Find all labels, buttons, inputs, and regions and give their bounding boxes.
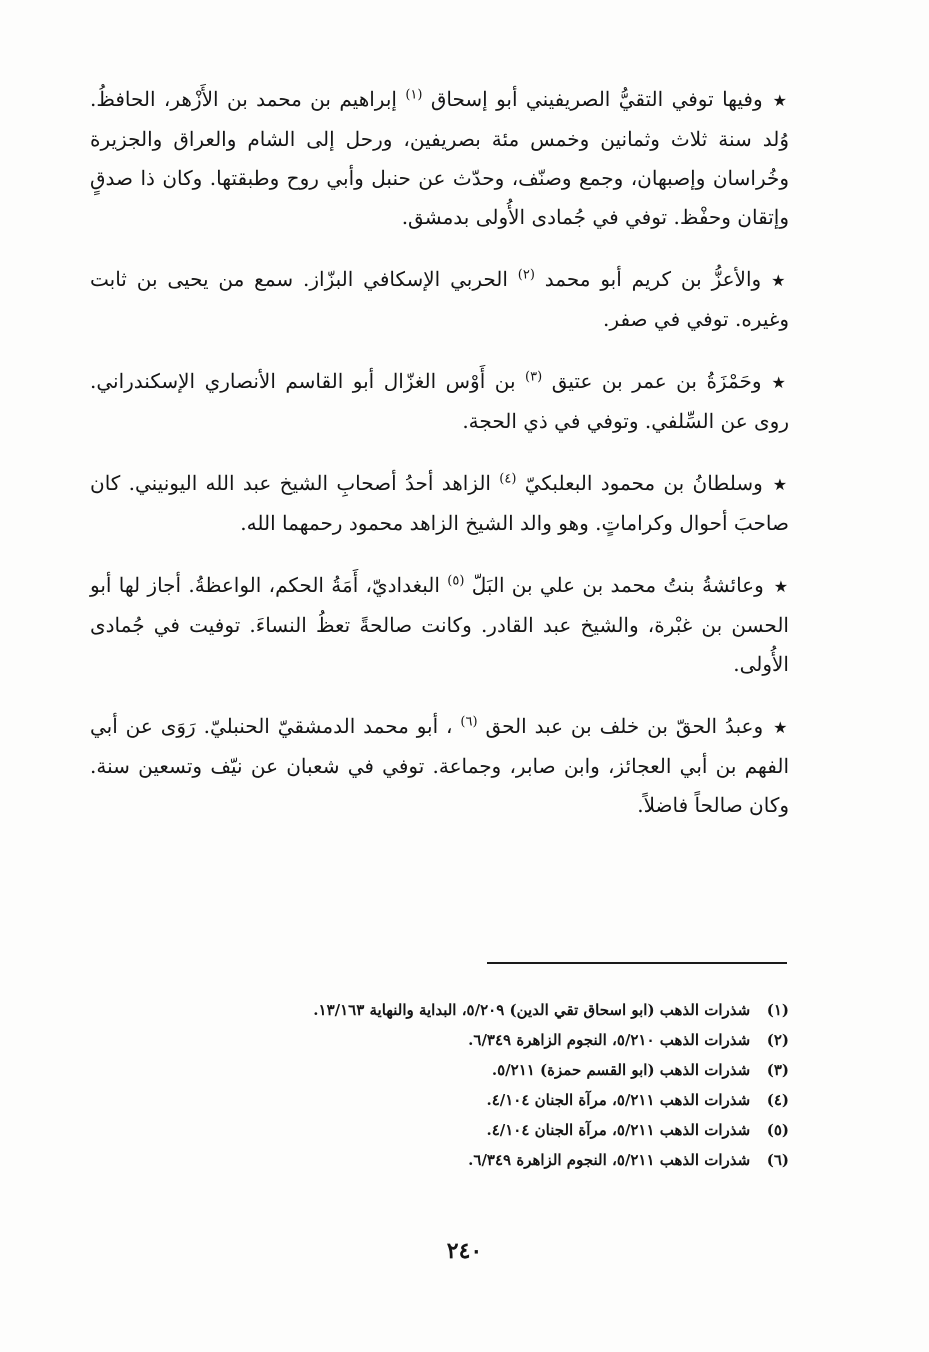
star-icon: ★ bbox=[773, 718, 789, 737]
footnote-2 bbox=[169, 1025, 789, 1055]
footnote-number: (٣) bbox=[766, 1061, 789, 1079]
footnote-text: شذرات الذهب (ابو القسم حمزة) ٥/٢١١. bbox=[491, 1061, 751, 1079]
star-icon: ★ bbox=[771, 373, 790, 392]
entry-text-rest: إبراهيم بن محمد بن الأَزْهر، الحافظُ. وُلد سنة ثلاث وثمانين وخمس مئة بصريفين، ورحل إلى الشام والعراق والجزيرة وخُراسان وإصبهان، وجمع وصنّف، وحدّث عن حنبل وأبي روح وطبقتها. وكان ذا صدقٍ وإتقان وحفْظ. توفي في جُمادى الأُولى بدمشق. bbox=[90, 87, 789, 229]
entry-text-rest: الزاهد أحدُ أصحابِ الشيخ عبد الله اليونيني. كان صاحبَ أحوال وكراماتٍ. وهو والد الشيخ الزاهد محمود رحمهما الله. bbox=[90, 471, 789, 535]
footnote-text: شذرات الذهب ٥/٢١١، مرآة الجنان ٤/١٠٤. bbox=[486, 1121, 751, 1139]
entry-text-rest: ، أبو محمد الدمشقيّ الحنبليّ. رَوَى عن أبي الفهم بن أبي العجائز، وابن صابر، وجماعة. توفي في شعبان عن نيّف وتسعين سنة. وكان صالحاً فاضلاً. bbox=[90, 714, 789, 817]
entry-text-rest: البغداديّ، أَمَةُ الحكم، الواعظةُ. أجاز لها أبو الحسن بن غبْرة، والشيخ عبد القادر. وكانت صالحةً تعظُ النساءَ. توفيت في جُمادى الأُولى. bbox=[90, 573, 789, 676]
footnote-text: شذرات الذهب ٥/٢١١، مرآة الجنان ٤/١٠٤. bbox=[486, 1091, 751, 1109]
entry-text-start: والأعزُّ بن كريم أبو محمد bbox=[544, 267, 762, 291]
footnote-ref-6[interactable]: (٦) bbox=[460, 714, 478, 730]
footnote-text: شذرات الذهب (ابو اسحاق تقي الدين) ٥/٢٠٩، البداية والنهاية ١٣/١٦٣. bbox=[313, 1001, 751, 1019]
footnote-3 bbox=[169, 1055, 789, 1085]
footnote-number: (٤) bbox=[766, 1091, 789, 1109]
entry-6 bbox=[90, 707, 789, 825]
footnote-ref-3[interactable]: (٣) bbox=[525, 369, 543, 385]
footnotes bbox=[169, 995, 789, 1175]
footnote-number: (١) bbox=[766, 1001, 789, 1019]
entry-text-rest: الحربي الإسكافي البزّاز. سمع من يحيى بن ثابت وغيره. توفي في صفر. bbox=[90, 267, 789, 331]
entry-5 bbox=[90, 566, 789, 684]
star-icon: ★ bbox=[773, 577, 790, 596]
footnote-number: (٥) bbox=[766, 1121, 789, 1139]
footnote-ref-4[interactable]: (٤) bbox=[499, 471, 517, 487]
footnote-number: (٢) bbox=[766, 1031, 789, 1049]
star-icon: ★ bbox=[772, 91, 790, 110]
footnote-separator bbox=[487, 962, 787, 964]
entry-1 bbox=[90, 80, 789, 237]
entry-text-rest: بن أَوْس الغزّال أبو القاسم الأنصاري الإسكندراني. روى عن السِّلفي. وتوفي في ذي الحجة. bbox=[90, 369, 789, 433]
entry-3 bbox=[90, 362, 789, 441]
footnote-6 bbox=[169, 1145, 789, 1175]
entry-4 bbox=[90, 464, 789, 543]
footnote-ref-1[interactable]: (١) bbox=[405, 87, 423, 103]
footnote-4 bbox=[169, 1085, 789, 1115]
biography-entries bbox=[90, 80, 789, 825]
footnote-text: شذرات الذهب ٥/٢١١، النجوم الزاهرة ٦/٣٤٩. bbox=[468, 1151, 751, 1169]
footnote-5 bbox=[169, 1115, 789, 1145]
entry-text-start: وحَمْزَةُ بن عمر بن عتيق bbox=[551, 369, 762, 393]
footnote-1 bbox=[169, 995, 789, 1025]
footnote-ref-2[interactable]: (٢) bbox=[517, 267, 535, 283]
page-number: ٢٤٠ bbox=[446, 1238, 483, 1264]
footnote-number: (٦) bbox=[766, 1151, 789, 1169]
star-icon: ★ bbox=[771, 271, 790, 290]
entry-text-start: وعائشةُ بنتُ محمد بن علي بن البَلّ bbox=[471, 573, 764, 597]
entry-2 bbox=[90, 260, 789, 339]
star-icon: ★ bbox=[772, 475, 790, 494]
entry-text-start: وسلطانُ بن محمود البعلبكيّ bbox=[524, 471, 763, 495]
footnote-ref-5[interactable]: (٥) bbox=[447, 573, 465, 589]
footnote-text: شذرات الذهب ٥/٢١٠، النجوم الزاهرة ٦/٣٤٩. bbox=[468, 1031, 751, 1049]
entry-text-start: وفيها توفي التقيُّ الصريفيني أبو إسحاق bbox=[430, 87, 763, 111]
entry-text-start: وعبدُ الحقّ بن خلف بن عبد الحق bbox=[485, 714, 764, 738]
